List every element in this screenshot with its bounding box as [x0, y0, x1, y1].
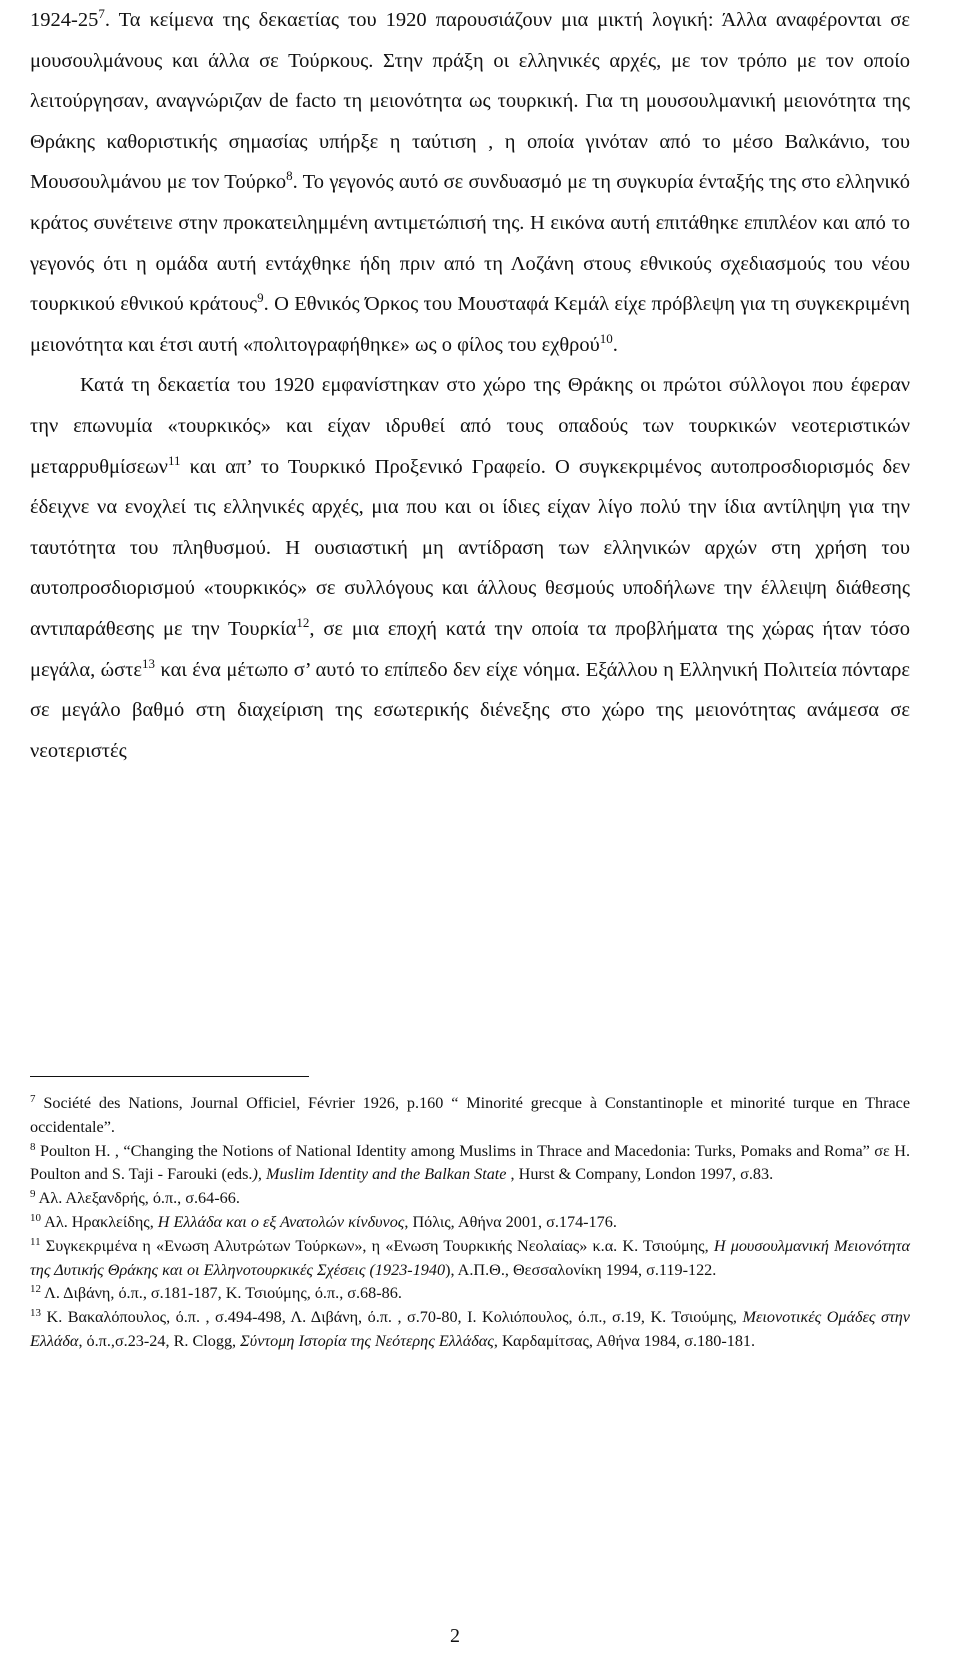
italic-text: Μειονοτικές Ομάδες στην Ελλάδα: [30, 1308, 910, 1350]
footnote-number: 10: [30, 1211, 41, 1224]
footnote-number: 7: [30, 1093, 36, 1105]
text-run: . Το γεγονός αυτό σε συνδυασμό με τη συγκυρία ένταξής της στο ελληνικό κράτος συνέτεινε στην προκατειλημμένη αντιμετώπισή της. Η εικόνα αυτή επιτάθηκε επιπλέον και από το γεγονός ότι η ομάδα αυτή εντάχθηκε ήδη πριν από τη Λοζάνη στους εθνικούς σχεδιασμούς του νέου τουρκικού εθνικού κράτους: [30, 171, 910, 316]
text-run: , Hurst & Company, London 1997, σ.83.: [506, 1165, 774, 1184]
footnote-ref: 11: [167, 452, 181, 468]
text-run: ), Α.Π.Θ., Θεσσαλονίκη 1994, σ.119-122.: [445, 1260, 717, 1279]
footnote-number: 9: [30, 1188, 36, 1201]
body-paragraph-1: [30, 0, 910, 365]
body-paragraph-2: [30, 365, 910, 771]
footnote-item: [30, 1187, 910, 1211]
text-run: Κατά τη δεκαετία του 1920 εμφανίστηκαν στο χώρο της Θράκης οι πρώτοι σύλλογοι που έφεραν την επωνυμία «τουρκικός» και είχαν ιδρυθεί από τους οπαδούς των τουρκικών νεοτεριστικών μεταρρυθμίσεων: [30, 374, 910, 478]
footnote-ref: 9: [257, 290, 264, 306]
text-run: Poulton H. , “Changing the Notions of National Identity among Muslims in Thrace and Macedonia: Turks, Pomaks and Roma” σε H. Poulton and S. Taji - Farouki (eds.: [30, 1141, 910, 1184]
footnote-item: [30, 1092, 910, 1140]
footnote-item: [30, 1306, 910, 1354]
footnote-number: 12: [30, 1283, 41, 1296]
text-run: , ό.π.,σ.23-24, R. Clogg,: [78, 1331, 241, 1350]
text-run: . Τα κείμενα της δεκαετίας του 1920 παρουσιάζουν μια μικτή λογική: Άλλα αναφέρονται σε μουσουλμάνους και άλλα σε Τούρκους. Στην πράξη οι ελληνικές αρχές, με τον τρόπο με τον οποίο λειτούργησαν, αναγνώριζαν de facto τη μειονότητα ως τουρκική. Για τη μουσουλμανική μειονότητα της Θράκης καθοριστικής σημασίας υπήρξε η ταύτιση , η οποία γινόταν από το μέσο Βαλκάνιο, του Μουσουλμάνου με τον Τούρκο: [30, 9, 910, 194]
text-run: Συγκεκριμένα η «Ενωση Αλυτρώτων Τούρκων», η «Ενωση Τουρκικής Νεολαίας» κ.α. Κ. Τσιούμης,: [45, 1236, 714, 1255]
footnote-ref: 8: [286, 168, 293, 184]
text-run: Αλ. Ηρακλείδης,: [44, 1212, 158, 1231]
text-run: 1924-25: [30, 9, 99, 31]
footnote-item: [30, 1211, 910, 1235]
footnote-ref: 12: [296, 614, 310, 630]
footnote-ref: 13: [142, 655, 156, 671]
text-run: Société des Nations, Journal Officiel, Février 1926, p.160 “ Minorité grecque à Constantinople et minorité turque en Thrace occidentale”.: [30, 1094, 911, 1136]
footnotes: [30, 1092, 910, 1354]
text-run: . Ο Εθνικός Όρκος του Μουσταφά Κεμάλ είχε πρόβλεψη για τη συγκεκριμένη μειονότητα και έτσι αυτή «πολιτογραφήθηκε» ως ο φίλος του εχθρού: [30, 293, 910, 356]
text-run: , Καρδαμίτσας, Αθήνα 1984, σ.180-181.: [493, 1331, 756, 1350]
italic-text: Η μουσουλμανική Μειονότητα της Δυτικής Θράκης και οι Ελληνοτουρκικές Σχέσεις (1923-1940: [30, 1236, 911, 1279]
footnote-ref: 7: [98, 6, 105, 21]
footnote-ref: 10: [599, 330, 613, 346]
footnote-number: 11: [30, 1235, 41, 1248]
text-run: , Πόλις, Αθήνα 2001, σ.174-176.: [404, 1212, 617, 1231]
main-text: [30, 0, 910, 771]
italic-text: ), Muslim Identity and the Balkan State: [252, 1165, 507, 1184]
text-run: , σε μια εποχή κατά την οποία τα προβλήματα της χώρας ήταν τόσο μεγάλα, ώστε: [30, 617, 910, 681]
footnote-item: [30, 1140, 910, 1188]
footnote-separator: [30, 1076, 309, 1077]
page-number: 2: [450, 1625, 460, 1647]
footnote-number: 13: [30, 1307, 41, 1320]
footnote-number: 8: [30, 1140, 36, 1153]
text-run: .: [612, 333, 618, 356]
italic-text: Σύντομη Ιστορία της Νεότερης Ελλάδας: [240, 1331, 494, 1350]
footnote-item: [30, 1235, 910, 1283]
italic-text: Η Ελλάδα και ο εξ Ανατολών κίνδυνος: [157, 1212, 405, 1231]
text-run: Κ. Βακαλόπουλος, ό.π. , σ.494-498, Λ. Διβάνη, ό.π. , σ.70-80, Ι. Κολιόπουλος, ό.π., σ.19, Κ. Τσιούμης,: [46, 1308, 743, 1327]
text-run: και ένα μέτωπο σ’ αυτό το επίπεδο δεν είχε νόημα. Εξάλλου η Ελληνική Πολιτεία πόνταρε σε μεγάλο βαθμό στη διαχείριση της εσωτερικής διένεξης στο χώρο της μειονότητας ανάμεσα σε νεοτεριστές: [30, 658, 910, 762]
text-run: Λ. Διβάνη, ό.π., σ.181-187, Κ. Τσιούμης, ό.π., σ.68-86.: [44, 1284, 402, 1303]
footnote-item: [30, 1282, 910, 1306]
text-run: Αλ. Αλεξανδρής, ό.π., σ.64-66.: [38, 1189, 240, 1208]
text-run: και απ’ το Τουρκικό Προξενικό Γραφείο. Ο συγκεκριμένος αυτοπροσδιορισμός δεν έδειχνε να ενοχλεί τις ελληνικές αρχές, μια που και οι ίδιες είχαν λίγο πολύ την ίδια αντίληψη για την ταυτότητα του πληθυσμού. Η ουσιαστική μη αντίδραση των ελληνικών αρχών στη χρήση του αυτοπροσδιορισμού «τουρκικός» σε συλλόγους και άλλους θεσμούς υποδήλωνε την έλλειψη διάθεσης αντιπαράθεσης με την Τουρκία: [30, 455, 910, 640]
